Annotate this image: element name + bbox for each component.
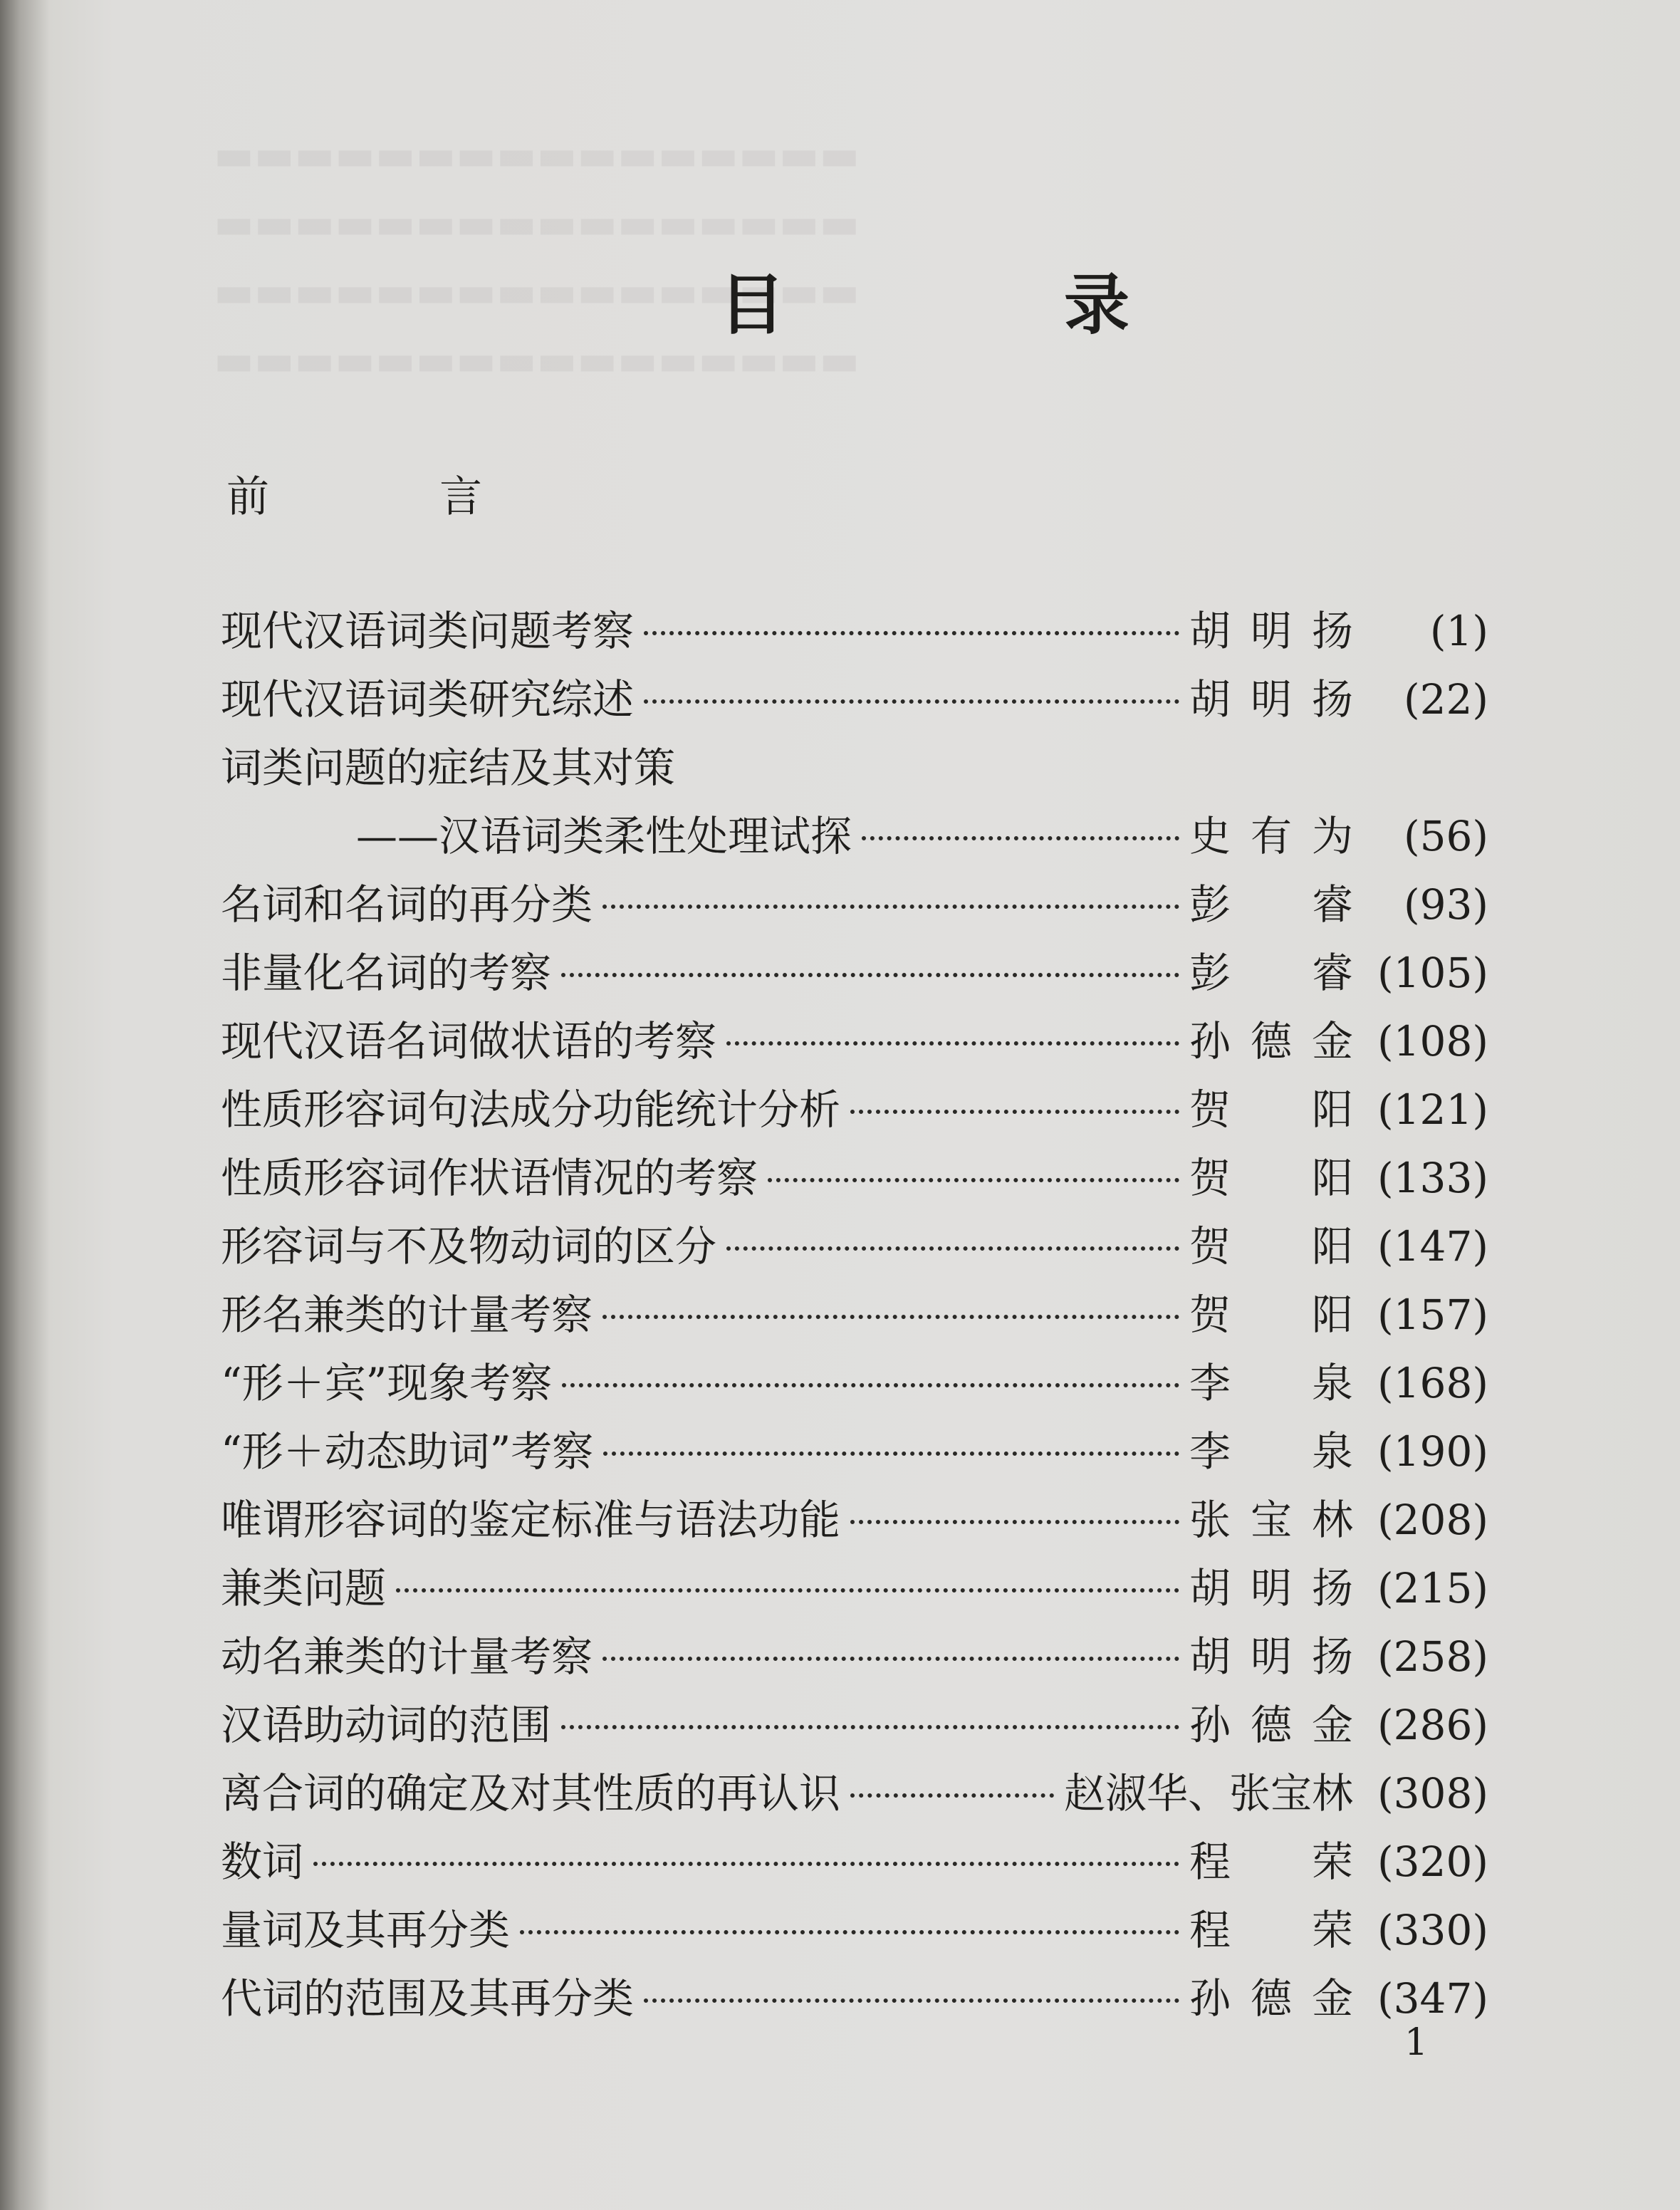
toc-entry <box>221 1964 1488 2033</box>
toc-entry-author: 胡明扬 <box>1189 1564 1353 1612</box>
dot-leader <box>602 1657 1179 1661</box>
toc-entry-author: 孙德金 <box>1189 1017 1353 1065</box>
toc-entry-title: “形＋动态助词”考察 <box>221 1427 594 1476</box>
toc-entry-page: (208) <box>1377 1496 1488 1544</box>
toc-entry-author: 胡明扬 <box>1189 1632 1353 1681</box>
toc-entry <box>221 1828 1488 1896</box>
toc-entry-page: (1) <box>1429 607 1488 655</box>
dot-leader <box>850 1110 1179 1114</box>
dot-leader <box>602 905 1179 909</box>
toc-entry-title: 动名兼类的计量考察 <box>221 1632 593 1681</box>
toc-entry <box>221 939 1488 1007</box>
toc-entry <box>221 1759 1488 1828</box>
toc-entry-author: 孙德金 <box>1189 1974 1353 2023</box>
dot-leader <box>603 1451 1179 1456</box>
toc-entry <box>221 1349 1488 1417</box>
toc-entry-title: 现代汉语词类问题考察 <box>221 607 635 655</box>
toc-entry-title: 兼类问题 <box>221 1564 387 1612</box>
toc-entry-author: 贺 阳 <box>1189 1291 1353 1339</box>
toc-entry-author: 贺 阳 <box>1189 1154 1353 1202</box>
toc-entry-page: (190) <box>1377 1427 1488 1476</box>
toc-entry <box>221 1417 1488 1486</box>
table-of-contents <box>221 597 1488 2033</box>
dot-leader <box>726 1246 1179 1251</box>
toc-entry-page: (93) <box>1403 880 1488 929</box>
toc-entry-title: ——汉语词类柔性处理试探 <box>356 812 852 860</box>
toc-entry-author: 李 泉 <box>1189 1359 1353 1407</box>
toc-entry <box>221 1554 1488 1622</box>
toc-entry <box>221 1144 1488 1212</box>
toc-entry-author: 史有为 <box>1189 812 1353 860</box>
toc-entry-title: 形名兼类的计量考察 <box>221 1291 593 1339</box>
bleed-through-shadow: ▬▬▬▬▬▬▬▬▬▬▬▬▬▬▬▬ ▬▬▬▬▬▬▬▬▬▬▬▬▬▬▬▬ ▬▬▬▬▬▬▬▬▬▬▬▬▬▬▬▬ ▬▬▬▬▬▬▬▬▬▬▬▬▬▬▬▬ <box>214 130 860 385</box>
toc-entry-author: 贺 阳 <box>1189 1085 1353 1134</box>
toc-entry-title: 数词 <box>221 1838 304 1886</box>
dot-leader <box>520 1930 1179 1934</box>
toc-entry-title: 汉语助动词的范围 <box>221 1701 552 1749</box>
toc-entry-author: 彭 睿 <box>1189 880 1353 929</box>
dot-leader <box>768 1178 1179 1182</box>
dot-leader <box>313 1862 1179 1866</box>
toc-entry-page: (320) <box>1377 1838 1488 1886</box>
dot-leader <box>726 1041 1179 1046</box>
toc-entry-title: 量词及其再分类 <box>221 1906 511 1954</box>
toc-entry-page: (286) <box>1377 1701 1488 1749</box>
toc-entry <box>221 597 1488 665</box>
toc-entry <box>221 1007 1488 1075</box>
toc-entry-title: 代词的范围及其再分类 <box>221 1974 635 2023</box>
dot-leader <box>850 1793 1054 1798</box>
toc-entry-author: 赵淑华、张宝林 <box>1063 1769 1353 1818</box>
toc-entry-author: 程 荣 <box>1189 1906 1353 1954</box>
toc-entry-title: 性质形容词句法成分功能统计分析 <box>221 1085 841 1134</box>
toc-entry-title: 唯谓形容词的鉴定标准与语法功能 <box>221 1496 841 1544</box>
toc-entry-author: 程 荣 <box>1189 1838 1353 1886</box>
dot-leader <box>602 1315 1179 1319</box>
toc-entry-title: 形容词与不及物动词的区分 <box>221 1222 717 1271</box>
toc-entry-author: 贺 阳 <box>1189 1222 1353 1271</box>
toc-entry-page: (308) <box>1377 1769 1488 1818</box>
toc-entry-author: 张宝林 <box>1189 1496 1353 1544</box>
toc-entry <box>221 1691 1488 1759</box>
toc-entry-title: “形＋宾”现象考察 <box>221 1359 553 1407</box>
toc-entry-page: (157) <box>1377 1291 1488 1339</box>
toc-entry <box>221 1896 1488 1964</box>
toc-entry-page: (121) <box>1377 1085 1488 1134</box>
toc-entry-title: 词类问题的症结及其对策 <box>221 744 676 792</box>
toc-entry-author: 胡明扬 <box>1189 675 1353 724</box>
toc-entry-page: (108) <box>1377 1017 1488 1065</box>
toc-entry-title: 名词和名词的再分类 <box>221 880 593 929</box>
dot-leader <box>644 699 1179 704</box>
toc-entry <box>221 1212 1488 1281</box>
dot-leader <box>396 1588 1179 1593</box>
toc-entry-page: (105) <box>1377 949 1488 997</box>
dot-leader <box>561 1725 1179 1729</box>
toc-entry-author: 彭 睿 <box>1189 949 1353 997</box>
toc-entry-page: (22) <box>1403 675 1488 724</box>
toc-entry-page: (147) <box>1377 1222 1488 1271</box>
page-number: 1 <box>1404 2021 1429 2064</box>
dot-leader <box>644 1998 1179 2003</box>
toc-entry-title: 性质形容词作状语情况的考察 <box>221 1154 758 1202</box>
toc-entry <box>221 1281 1488 1349</box>
toc-entry <box>221 802 1488 870</box>
dot-leader <box>562 1383 1179 1387</box>
toc-entry <box>221 1486 1488 1554</box>
toc-entry-page: (258) <box>1377 1632 1488 1681</box>
toc-entry-page: (347) <box>1377 1974 1488 2023</box>
toc-entry-page: (330) <box>1377 1906 1488 1954</box>
toc-entry <box>221 1622 1488 1691</box>
dot-leader <box>644 631 1179 635</box>
toc-entry <box>221 665 1488 734</box>
toc-entry-page: (133) <box>1377 1154 1488 1202</box>
toc-entry-page: (215) <box>1377 1564 1488 1612</box>
dot-leader <box>561 973 1179 977</box>
toc-entry-author: 孙德金 <box>1189 1701 1353 1749</box>
toc-entry-page: (168) <box>1377 1359 1488 1407</box>
page-title: 目 录 <box>719 266 1258 343</box>
toc-entry <box>221 870 1488 939</box>
toc-entry-title: 现代汉语词类研究综述 <box>221 675 635 724</box>
toc-entry <box>221 734 1488 802</box>
toc-entry-title: 现代汉语名词做状语的考察 <box>221 1017 717 1065</box>
preface-heading: 前 言 <box>226 472 561 522</box>
toc-entry-title: 非量化名词的考察 <box>221 949 552 997</box>
toc-entry-title: 离合词的确定及对其性质的再认识 <box>221 1769 841 1818</box>
toc-entry-author: 胡明扬 <box>1189 607 1353 655</box>
toc-entry-author: 李 泉 <box>1189 1427 1353 1476</box>
dot-leader <box>862 836 1179 840</box>
dot-leader <box>850 1520 1179 1524</box>
toc-entry <box>221 1075 1488 1144</box>
toc-entry-page: (56) <box>1403 812 1488 860</box>
